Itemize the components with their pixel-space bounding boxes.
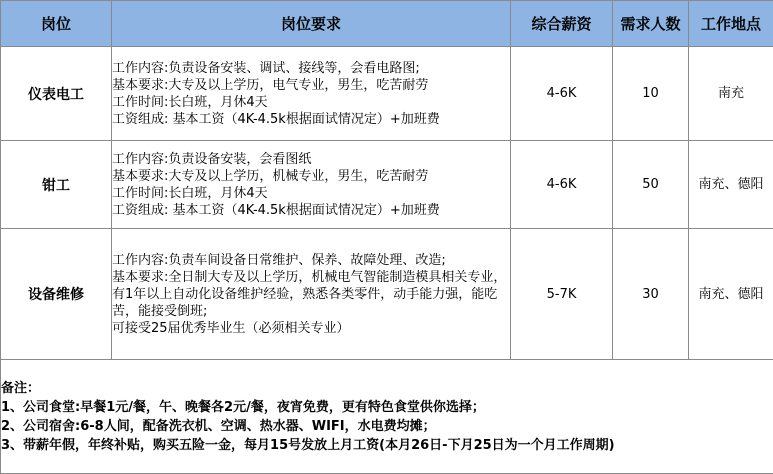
header-location: 工作地点 — [689, 1, 773, 47]
requirements-cell — [112, 141, 511, 229]
requirement-line: 基本要求:大专及以上学历，机械专业，男生，吃苦耐劳 — [112, 168, 510, 185]
requirement-line: 基本要求:大专及以上学历，电气专业，男生，吃苦耐劳 — [112, 77, 510, 94]
requirement-line: 工资组成: 基本工资（4K-4.5k根据面试情况定）+加班费 — [112, 111, 510, 128]
requirement-line: 工作内容:负责设备安装，会看图纸 — [112, 151, 510, 168]
header-row — [1, 1, 773, 47]
header-requirements: 岗位要求 — [112, 1, 511, 47]
salary-cell: 4-6K — [511, 141, 613, 229]
headcount-cell: 10 — [613, 47, 689, 141]
notes-cell — [1, 360, 773, 474]
header-position: 岗位 — [1, 1, 112, 47]
requirement-line: 工作内容:负责设备安装、调试、接线等，会看电路图; — [112, 60, 510, 77]
position-cell: 钳工 — [1, 141, 112, 229]
notes-title: 备注： — [1, 379, 773, 398]
headcount-cell: 30 — [613, 229, 689, 360]
requirement-line: 工作时间:长白班，月休4天 — [112, 185, 510, 202]
requirement-line: 工资组成: 基本工资（4K-4.5k根据面试情况定）+加班费 — [112, 202, 510, 219]
header-salary: 综合薪资 — [511, 1, 613, 47]
table-row — [1, 47, 773, 141]
notes-row — [1, 360, 773, 474]
position-cell: 设备维修 — [1, 229, 112, 360]
requirement-line: 基本要求:全日制大专及以上学历，机械电气智能制造模具相关专业，有1年以上自动化设备维护经验，熟悉各类零件，动手能力强，能吃苦，能接受倒班; — [112, 269, 510, 320]
table-row — [1, 229, 773, 360]
location-cell: 南充、德阳 — [689, 229, 773, 360]
salary-cell: 4-6K — [511, 47, 613, 141]
note-item: 3、带薪年假，年终补贴，购买五险一金，每月15号发放上月工资(本月26日-下月25日为一个月工作周期) — [1, 436, 773, 455]
note-item: 2、公司宿舍:6-8人间，配备洗衣机、空调、热水器、WIFI，水电费均摊； — [1, 417, 773, 436]
requirement-line: 工作内容:负责车间设备日常维护、保养、故障处理、改造; — [112, 252, 510, 269]
headcount-cell: 50 — [613, 141, 689, 229]
requirement-line: 可接受25届优秀毕业生（必须相关专业） — [112, 320, 510, 337]
position-cell: 仪表电工 — [1, 47, 112, 141]
header-headcount: 需求人数 — [613, 1, 689, 47]
requirement-line: 工作时间:长白班，月休4天 — [112, 94, 510, 111]
location-cell: 南充 — [689, 47, 773, 141]
requirements-cell — [112, 47, 511, 141]
location-cell: 南充、德阳 — [689, 141, 773, 229]
requirements-cell — [112, 229, 511, 360]
salary-cell: 5-7K — [511, 229, 613, 360]
note-item: 1、公司食堂:早餐1元/餐，午、晚餐各2元/餐，夜宵免费，更有特色食堂供你选择； — [1, 398, 773, 417]
table-row — [1, 141, 773, 229]
